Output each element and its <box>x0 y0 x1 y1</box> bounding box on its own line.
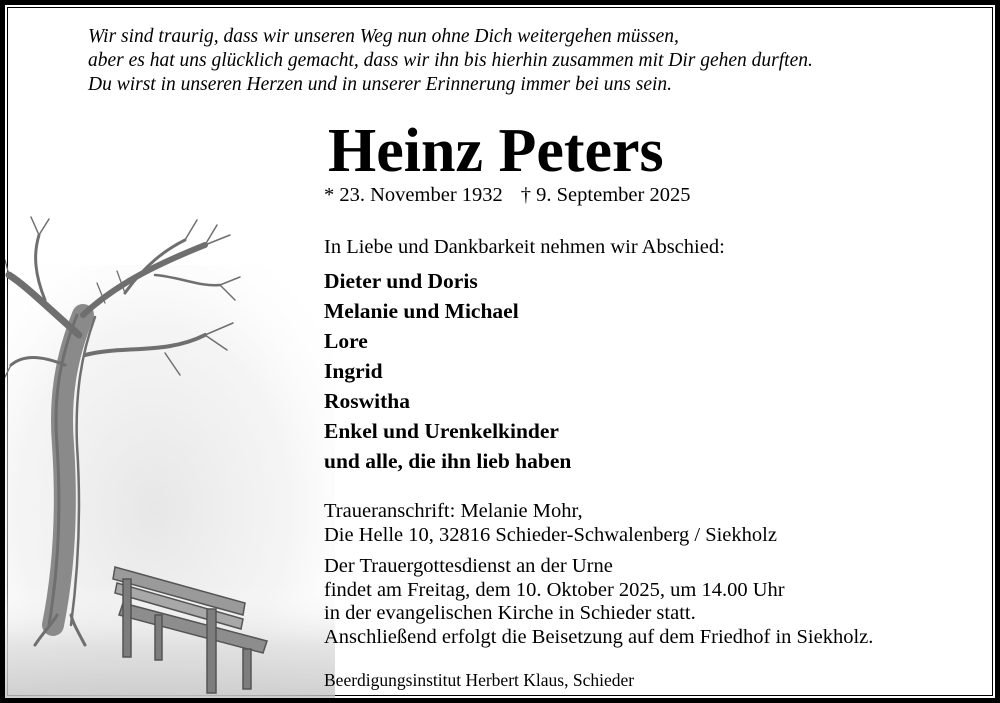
mourner-item: Dieter und Doris <box>324 269 478 293</box>
life-dates <box>324 181 690 209</box>
memorial-verse <box>88 25 988 97</box>
service-line: Der Trauergottesdienst an der Urne <box>324 555 613 577</box>
mourner-item: Ingrid <box>324 359 383 383</box>
mourner-item: und alle, die ihn lieb haben <box>324 449 572 473</box>
verse-line: Wir sind traurig, dass wir unseren Weg nun ohne Dich weitergehen müssen, <box>88 26 679 47</box>
address-line: Die Helle 10, 32816 Schieder-Schwalenberg / Siekholz <box>324 524 777 546</box>
verse-line: Du wirst in unseren Herzen und in unserer Erinnerung immer bei uns sein. <box>88 74 673 95</box>
mourner-item: Enkel und Urenkelkinder <box>324 419 559 443</box>
service-line: findet am Freitag, dem 10. Oktober 2025, um 14.00 Uhr <box>324 578 785 601</box>
verse-line: aber es hat uns glücklich gemacht, dass wir ihn bis hierhin zusammen mit Dir gehen durften. <box>88 50 813 71</box>
birth-date: * 23. November 1932 <box>324 184 503 206</box>
mourners-list <box>324 266 571 476</box>
service-details <box>324 555 873 649</box>
service-line: Anschließend erfolgt die Beisetzung auf dem Friedhof in Siekholz. <box>324 625 874 648</box>
tree-bench-illustration <box>5 205 335 703</box>
mourner-item: Melanie und Michael <box>324 299 519 323</box>
death-date: † 9. September 2025 <box>520 184 691 206</box>
deceased-name: Heinz Peters <box>328 117 664 185</box>
mourning-address <box>324 499 777 547</box>
farewell-intro: In Liebe und Dankbarkeit nehmen wir Abschied: <box>324 236 725 258</box>
mourner-item: Lore <box>324 329 368 353</box>
funeral-home: Beerdigungsinstitut Herbert Klaus, Schieder <box>324 670 635 690</box>
service-line: in der evangelischen Kirche in Schieder statt. <box>324 602 696 624</box>
address-line: Traueranschrift: Melanie Mohr, <box>324 500 583 522</box>
mourner-item: Roswitha <box>324 389 411 413</box>
